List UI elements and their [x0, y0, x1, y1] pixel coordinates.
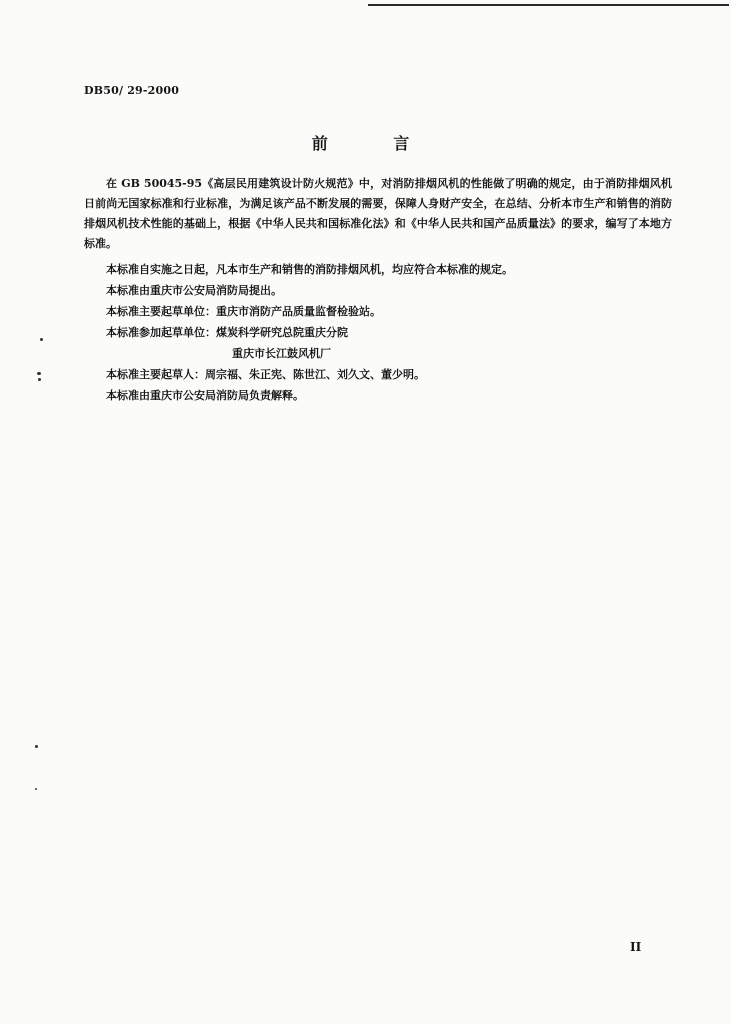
statement-line-participating-unit: 本标准参加起草单位：煤炭科学研究总院重庆分院 [106, 326, 348, 339]
page-number: II [630, 940, 642, 954]
statement-line-effective: 本标准自实施之日起，凡本市生产和销售的消防排烟风机，均应符合本标准的规定。 [106, 263, 513, 276]
statement-line-main-drafting-unit: 本标准主要起草单位：重庆市消防产品质量监督检验站。 [106, 305, 381, 318]
scan-speck [37, 372, 41, 375]
intro-paragraph-block [84, 174, 672, 254]
scan-speck [38, 378, 41, 381]
scan-speck [35, 745, 38, 748]
statement-line-participating-unit-2: 重庆市长江鼓风机厂 [232, 347, 331, 360]
scan-speck [35, 788, 37, 790]
top-rule [368, 4, 729, 6]
document-code: DB50/ 29-2000 [84, 84, 180, 97]
page-title: 前 言 [311, 134, 440, 153]
statement-line-proposed-by: 本标准由重庆市公安局消防局提出。 [106, 284, 282, 297]
intro-paragraph: 在 GB 50045-95《高层民用建筑设计防火规范》中，对消防排烟风机的性能做了明确的规定，由于消防排烟风机日前尚无国家标准和行业标准，为满足该产品不断发展的需要，保障人身财产安全，在总结、分析本市生产和销售的消防排烟风机技术性能的基础上，根据《中华人民共和国标准化法》和《中华人民共和国产品质量法》的要求，编写了本地方标准。 [84, 177, 672, 250]
statement-line-interpretation: 本标准由重庆市公安局消防局负责解释。 [106, 389, 304, 402]
statement-line-drafters: 本标准主要起草人：周宗福、朱正宪、陈世江、刘久文、董少明。 [106, 368, 425, 381]
scan-speck [40, 338, 43, 341]
